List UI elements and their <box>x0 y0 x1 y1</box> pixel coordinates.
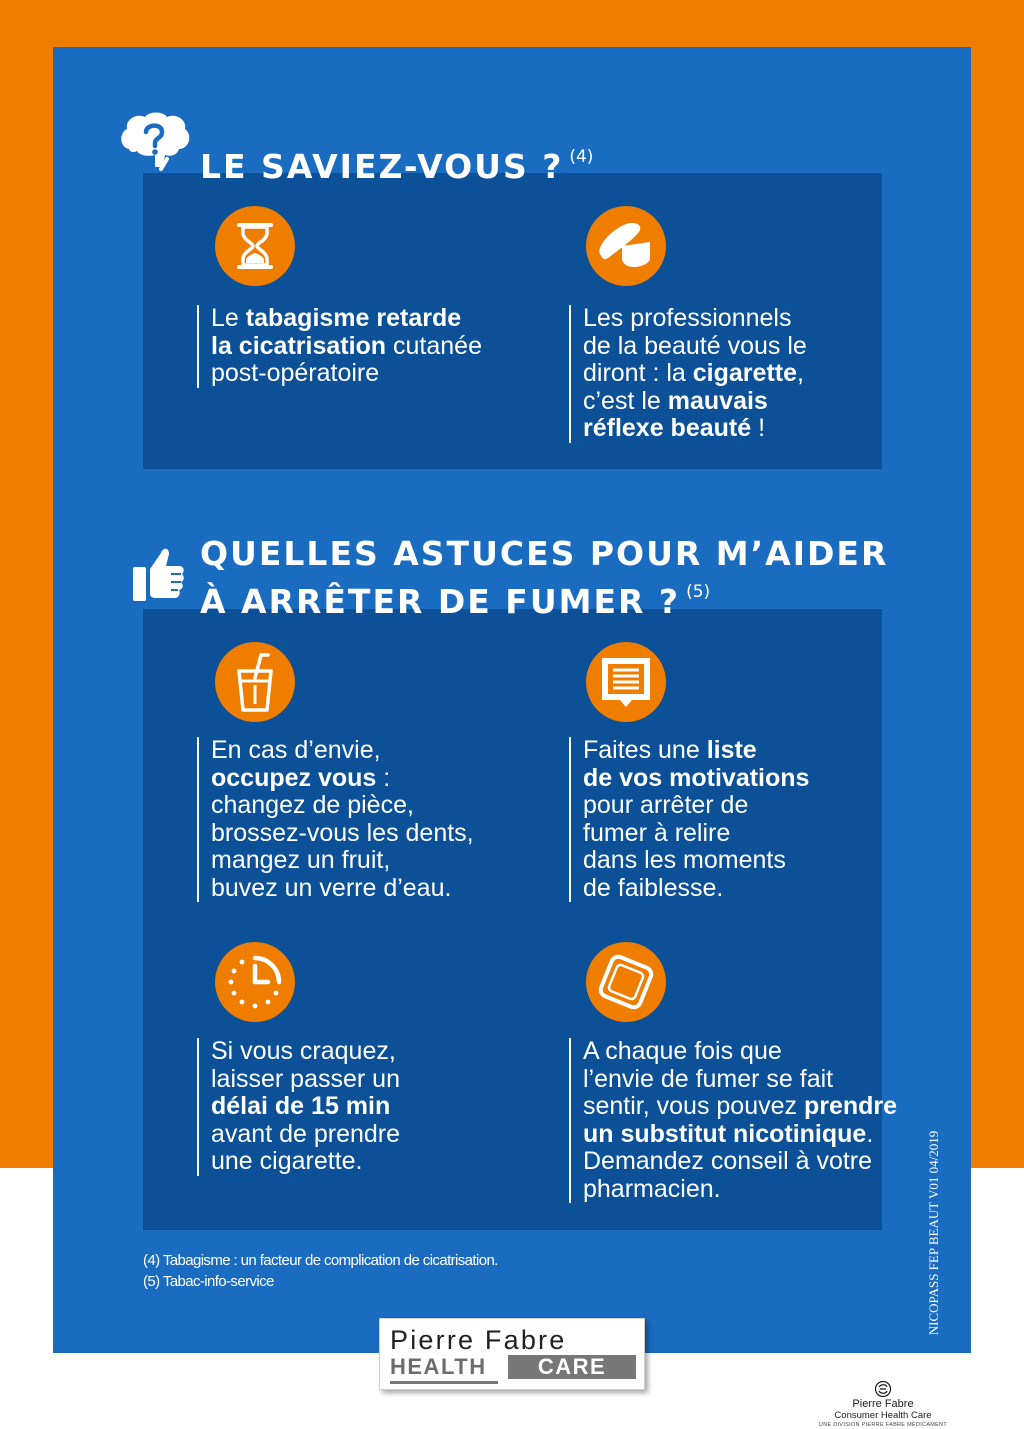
corporate-line1: Pierre Fabre <box>852 1398 914 1410</box>
tip-text: avant de prendre <box>211 1119 401 1148</box>
logo-underline <box>390 1381 498 1384</box>
corporate-line2: Consumer Health Care <box>834 1410 932 1421</box>
pierre-fabre-health-care-logo <box>379 1318 645 1390</box>
tip-text: une cigarette. <box>211 1147 363 1175</box>
logo-health: HEALTH <box>390 1354 487 1379</box>
logo-health-care <box>390 1355 636 1379</box>
document-code <box>924 1130 944 1335</box>
reference-4: (4) <box>569 147 594 167</box>
thumbs-up-icon <box>131 545 185 603</box>
tip-text: de la beauté vous le <box>583 331 807 360</box>
tips-title-line2: À ARRÊTER DE FUMER ? <box>200 582 681 621</box>
logo-care: CARE <box>508 1355 636 1379</box>
tip-text-bold: occupez vous <box>211 763 377 792</box>
did-you-know-heading <box>200 140 593 188</box>
tip-text: A chaque fois que <box>583 1037 782 1065</box>
tip-text: Les professionnels <box>583 304 792 332</box>
tip-text: de faiblesse. <box>583 873 724 902</box>
tip-text-bold: délai de 15 min <box>211 1092 391 1120</box>
corporate-signature <box>812 1380 954 1429</box>
pierre-fabre-emblem-icon <box>874 1380 892 1398</box>
tip-text: cutanée <box>386 331 482 360</box>
brain-question-icon <box>117 111 191 173</box>
drink-glass-icon <box>215 642 295 722</box>
tip-text-bold: un substitut nicotinique <box>583 1119 867 1148</box>
tip-text: dans les moments <box>583 846 786 874</box>
tip-smoking-healing <box>197 305 482 388</box>
tip-text: . <box>866 1119 874 1148</box>
nicotine-patch-icon <box>586 942 666 1022</box>
corporate-line3: UNE DIVISION PIERRE FABRE MÉDICAMENT <box>818 1422 948 1428</box>
tip-text-bold: tabagisme retarde <box>245 304 462 332</box>
tip-text-bold: mauvais <box>667 386 768 415</box>
footnote-5: (5) Tabac-info-service <box>143 1273 274 1290</box>
tip-text: brossez-vous les dents, <box>211 818 474 847</box>
tip-delay-15-min <box>197 1038 400 1176</box>
tip-text: sentir, vous pouvez <box>583 1092 804 1120</box>
tip-keep-busy <box>197 737 474 902</box>
tip-text: Si vous craquez, <box>211 1037 396 1065</box>
reference-5: (5) <box>686 582 711 602</box>
clock-icon <box>215 942 295 1022</box>
tip-text-bold: cigarette <box>692 359 797 387</box>
tip-text: ! <box>751 414 766 442</box>
tip-beauty-reflex <box>569 305 807 443</box>
tip-text-bold: prendre <box>803 1092 898 1120</box>
tip-text: : <box>376 763 391 792</box>
tip-text-bold: la cicatrisation <box>211 331 387 360</box>
footnotes <box>143 1250 498 1292</box>
tip-text: fumer à relire <box>583 818 731 847</box>
footnote-4: (4) Tabagisme : un facteur de complication de cicatrisation. <box>143 1252 498 1269</box>
tips-title-line1: QUELLES ASTUCES POUR M’AIDER <box>200 534 889 573</box>
notepad-list-icon <box>586 642 666 722</box>
did-you-know-title: LE SAVIEZ-VOUS ? <box>200 147 564 186</box>
tip-text: l’envie de fumer se fait <box>583 1064 834 1093</box>
tip-text: Faites une <box>583 736 707 764</box>
cream-jar-icon <box>586 206 666 286</box>
tip-text: pour arrêter de <box>583 791 749 819</box>
tip-text: Demandez conseil à votre <box>583 1147 873 1175</box>
tip-text: c’est le <box>583 386 668 415</box>
tip-text: diront : la <box>583 359 693 387</box>
tips-heading <box>200 533 888 623</box>
tip-text: En cas d’envie, <box>211 736 381 764</box>
tip-text: mangez un fruit, <box>211 846 391 874</box>
tip-nicotine-substitute <box>569 1038 897 1203</box>
tip-text: , <box>797 359 804 387</box>
tip-text: pharmacien. <box>583 1174 721 1203</box>
tip-text: buvez un verre d’eau. <box>211 873 452 902</box>
tip-text: laisser passer un <box>211 1064 400 1093</box>
tip-text: post-opératoire <box>211 359 380 387</box>
logo-brand: Pierre Fabre <box>390 1325 567 1355</box>
tip-motivation-list <box>569 737 809 902</box>
document-code-text: NICOPASS FEP BEAUT V01 04/2019 <box>926 1130 941 1335</box>
tip-text: Le <box>211 304 246 332</box>
tip-text-bold: réflexe beauté <box>583 414 752 442</box>
tip-text-bold: liste <box>706 736 757 764</box>
tip-text-bold: de vos motivations <box>583 763 810 792</box>
hourglass-icon <box>215 206 295 286</box>
tip-text: changez de pièce, <box>211 791 414 819</box>
